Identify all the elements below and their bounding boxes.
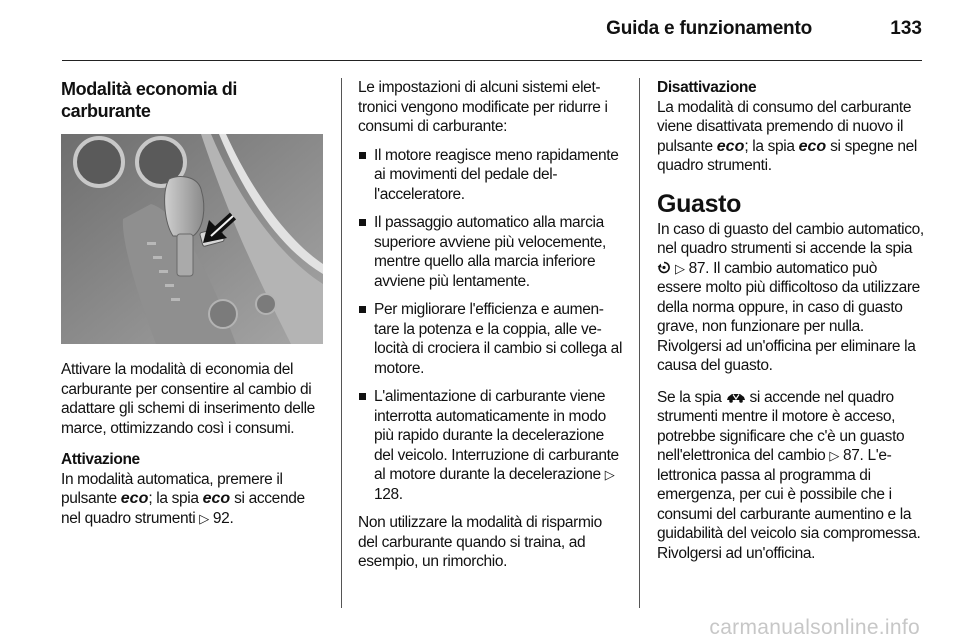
page-number: 133 xyxy=(890,18,922,39)
activation-text-c: si accende nel quadro strumenti xyxy=(61,490,305,527)
bullet-item: Il passaggio automatico alla marcia superiore avviene più velocemente, mentre quello alla marcia inferiore avviene più lentamente. xyxy=(358,213,624,291)
activation-paragraph xyxy=(61,470,325,529)
column-3 xyxy=(657,78,925,575)
eco-button-icon: eco xyxy=(716,137,745,155)
page-reference-icon: ▷ xyxy=(199,510,209,526)
gear-selector-illustration xyxy=(61,134,323,344)
deactivation-heading: Disattivazione xyxy=(657,79,757,96)
bullet-square-icon xyxy=(359,152,366,159)
bullet-item: L'alimentazione di carburante viene interrotta automaticamente in modo più rapido durante la decelerazione del veicolo. Interruzione di carburante al motore durante la decelerazione ▷ 128. xyxy=(358,387,624,504)
column-divider-2 xyxy=(639,78,640,608)
settings-bullet-list xyxy=(358,146,624,505)
eco-indicator-icon: eco xyxy=(202,490,231,507)
activation-text-a: In modalità automatica, premere il pulsante xyxy=(61,470,283,507)
eco-button-icon: eco xyxy=(120,490,149,507)
vehicle-electronics-icon xyxy=(726,391,746,403)
electronics-fault-paragraph: Se la spia si accende nel quadro strumenti mentre il motore è acceso, potrebbe significare che c'è un guasto nell'elettronica del cambio ▷ 87. L'elettronica passa al programma di emergenza, per cui è possibile che i consumi del carburante aumentino e la guidabilità del veicolo sia compromessa. Rivolgersi ad un'officina. xyxy=(657,388,921,562)
bullet-item: Il motore reagisce meno rapidamente ai movimenti del pedale dell'acceleratore. xyxy=(358,146,624,205)
bullet-square-icon xyxy=(359,306,366,313)
activation-heading: Attivazione xyxy=(61,451,140,468)
bullet-item: Per migliorare l'efficienza e aumentare la potenza e la coppia, alle velocità di crociera il cambio si collega al motore. xyxy=(358,300,624,378)
page-reference-icon: ▷ xyxy=(674,260,685,276)
gear-selector-photo xyxy=(61,134,323,344)
watermark-text: carmanualsonline.info xyxy=(709,616,920,639)
settings-intro: Le impostazioni di alcuni sistemi elettronici vengono modificate per ridurre i consumi di carburante: xyxy=(358,79,608,135)
bullet-square-icon xyxy=(359,219,366,226)
activation-text-b: ; la spia xyxy=(148,490,199,507)
bullet-square-icon xyxy=(359,393,366,400)
column-2 xyxy=(358,78,624,584)
fault-paragraph: In caso di guasto del cambio automatico, nel quadro strumenti si accende la spia ▷ 87. Il cambio automatico può essere molto più difficoltoso da utilizzare della norma oppure, in caso di guasto grave, non funzionare per nulla. Rivolgersi ad un'officina per eliminare la causa del guasto. xyxy=(657,220,924,374)
eco-indicator-icon: eco xyxy=(798,137,827,155)
deactivation-paragraph: La modalità di consumo del carburante viene disattivata premendo di nuovo il pulsante eco; la spia eco si spegne nel quadro strumenti. xyxy=(657,98,917,174)
header-divider xyxy=(62,60,922,61)
intro-paragraph: Attivare la modalità di economia del carburante per consentire al cambio di adattare gli schemi di inserimento delle marce, ottimizzando così i consumi. xyxy=(61,361,315,437)
column-divider-1 xyxy=(341,78,342,608)
column-1 xyxy=(61,78,325,540)
page-header-title: Guida e funzionamento xyxy=(606,18,812,39)
transmission-fault-icon xyxy=(657,261,671,274)
page-reference-icon: ▷ xyxy=(829,448,840,463)
fault-title: Guasto xyxy=(657,189,742,218)
page-reference-icon: ▷ xyxy=(604,467,615,482)
section-title: Modalità economia di carburante xyxy=(61,79,238,121)
towing-note: Non utilizzare la modalità di risparmio del carburante quando si traina, ad esempio, un rimorchio. xyxy=(358,514,602,570)
activation-ref: 92. xyxy=(212,509,234,527)
